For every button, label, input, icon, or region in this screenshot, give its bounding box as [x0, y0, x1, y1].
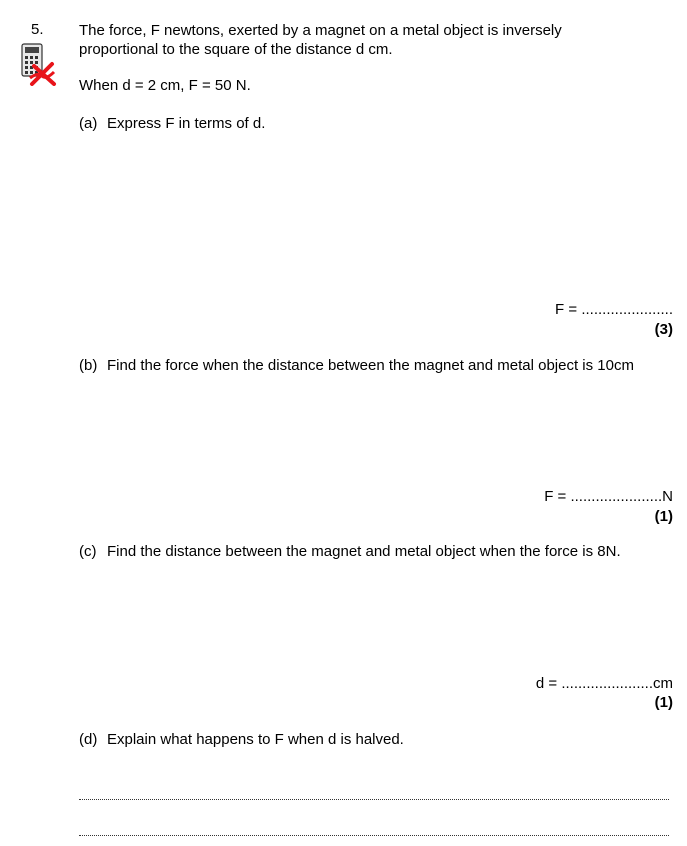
- question-stem: The force, F newtons, exerted by a magnet on a metal object is inversely proportional to the square of the distance d cm.: [79, 22, 562, 58]
- part-a-answer-prefix: F =: [555, 301, 582, 318]
- part-b-letter: (b): [79, 357, 98, 374]
- part-c-marks: (1): [654, 694, 673, 711]
- part-c-text: Find the distance between the magnet and metal object when the force is 8N.: [107, 543, 621, 560]
- part-c-answer-prefix: d =: [535, 675, 562, 692]
- part-a-marks: (3): [654, 321, 673, 338]
- part-d: [79, 731, 404, 748]
- part-c: [79, 543, 621, 560]
- calculator-icon: [20, 42, 60, 86]
- part-d-letter: (d): [79, 731, 98, 748]
- part-a-answer-line[interactable]: [555, 301, 673, 318]
- part-c-answer-suffix: cm: [653, 675, 673, 692]
- given-values: When d = 2 cm, F = 50 N.: [79, 77, 251, 94]
- part-c-letter: (c): [79, 543, 97, 560]
- part-b-text: Find the force when the distance between the magnet and metal object is 10cm: [107, 357, 634, 374]
- part-d-text: Explain what happens to F when d is halved.: [107, 731, 404, 748]
- part-a: [79, 115, 265, 132]
- part-b-answer-suffix: N: [662, 488, 673, 505]
- part-b-answer-prefix: F =: [544, 488, 571, 505]
- answer-writing-line-2[interactable]: [79, 835, 669, 836]
- answer-writing-line-1[interactable]: [79, 799, 669, 800]
- part-b-marks: (1): [654, 508, 673, 525]
- part-b-answer-line[interactable]: [544, 488, 673, 505]
- part-b-answer-dots: ......................: [570, 488, 663, 505]
- part-a-answer-dots: ......................: [581, 301, 673, 318]
- part-a-text: Express F in terms of d.: [107, 115, 266, 132]
- part-c-answer-line[interactable]: [536, 675, 673, 692]
- question-number: 5.: [31, 21, 44, 38]
- part-c-answer-dots: ......................: [561, 675, 653, 692]
- part-b: [79, 357, 634, 374]
- part-a-letter: (a): [79, 115, 98, 132]
